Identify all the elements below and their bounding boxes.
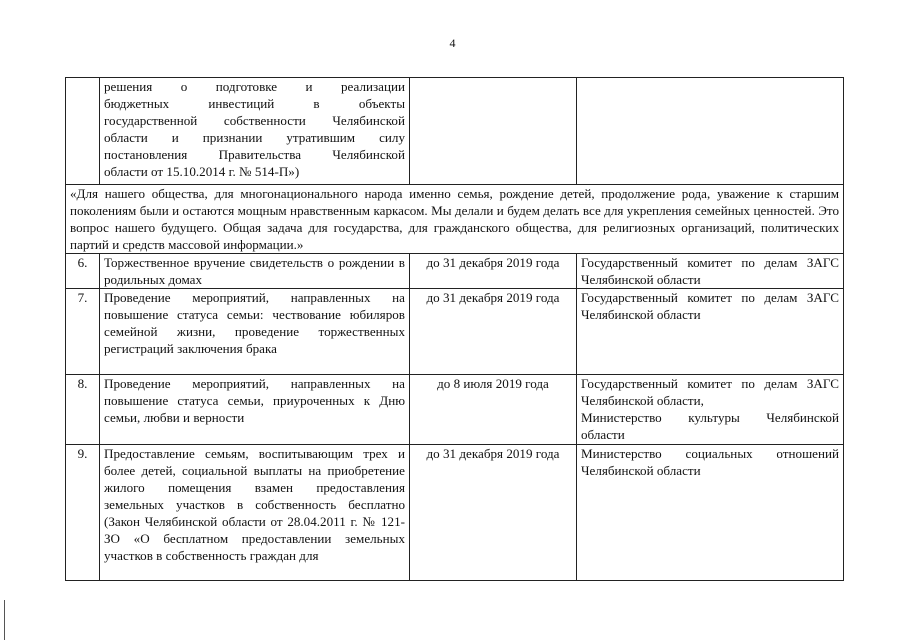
scan-edge-line — [4, 600, 5, 640]
row-number: 9. — [66, 445, 100, 581]
responsible-cell — [577, 78, 844, 185]
table-row — [66, 254, 844, 289]
num-cell — [66, 78, 100, 185]
event-text: Торжественное вручение свидетельств о рождении в родильных домах — [100, 254, 410, 289]
event-text: Проведение мероприятий, направленных на повышение статуса семьи, приуроченных к Дню семьи, любви и верности — [100, 375, 410, 445]
event-text: Проведение мероприятий, направленных на повышение статуса семьи: чествование юбиляров семейной жизни, проведение торжественных регистраций заключения брака — [100, 289, 410, 375]
responsible-text: Государственный комитет по делам ЗАГС Челябинской области — [577, 254, 844, 289]
event-line: области и признании утратившим силу — [104, 130, 405, 145]
table-row — [66, 375, 844, 445]
deadline-cell — [410, 78, 577, 185]
page-number: 4 — [449, 36, 456, 50]
responsible-text: Министерство культуры Челябинской области — [581, 410, 839, 442]
table-row-continued — [66, 78, 844, 185]
table-row — [66, 445, 844, 581]
event-line: постановления Правительства Челябинской — [104, 147, 405, 162]
deadline-text: до 31 декабря 2019 года — [410, 254, 577, 289]
event-cell — [100, 78, 410, 185]
table-row-quote — [66, 185, 844, 254]
event-line: государственной собственности Челябинской — [104, 113, 405, 128]
event-line: решения о подготовке и реализации — [104, 79, 405, 94]
deadline-text: до 8 июля 2019 года — [410, 375, 577, 445]
responsible-text: Государственный комитет по делам ЗАГС Челябинской области — [577, 289, 844, 375]
event-line: области от 15.10.2014 г. № 514-П») — [104, 164, 300, 179]
row-number: 7. — [66, 289, 100, 375]
measures-table — [65, 77, 844, 581]
table-row — [66, 289, 844, 375]
row-number: 6. — [66, 254, 100, 289]
quote-text: «Для нашего общества, для многонационального народа именно семья, рождение детей, продолжение рода, уважение к старшим поколениям были и остаются мощным нравственным каркасом. Мы делали и будем делать все для укрепления семейных ценностей. Это вопрос нашего будущего. Общая задача для государства, для гражданского общества, для религиозных организаций, политических партий и средств массовой информации.» — [66, 185, 844, 254]
event-text: Предоставление семьям, воспитывающим трех и более детей, социальной выплаты на приобретение жилого помещения взамен предоставления земельных участков в собственность бесплатно (Закон Челябинской области от 28.04.2011 г. № 121-ЗО «О бесплатном предоставлении земельных участков в собственность граждан для — [100, 445, 410, 581]
responsible-text: Министерство социальных отношений Челябинской области — [577, 445, 844, 581]
deadline-text: до 31 декабря 2019 года — [410, 445, 577, 581]
deadline-text: до 31 декабря 2019 года — [410, 289, 577, 375]
responsible-text: Государственный комитет по делам ЗАГС Челябинской области, — [581, 376, 839, 408]
event-line: бюджетных инвестиций в объекты — [104, 96, 405, 111]
row-number: 8. — [66, 375, 100, 445]
responsible-cell — [577, 375, 844, 445]
